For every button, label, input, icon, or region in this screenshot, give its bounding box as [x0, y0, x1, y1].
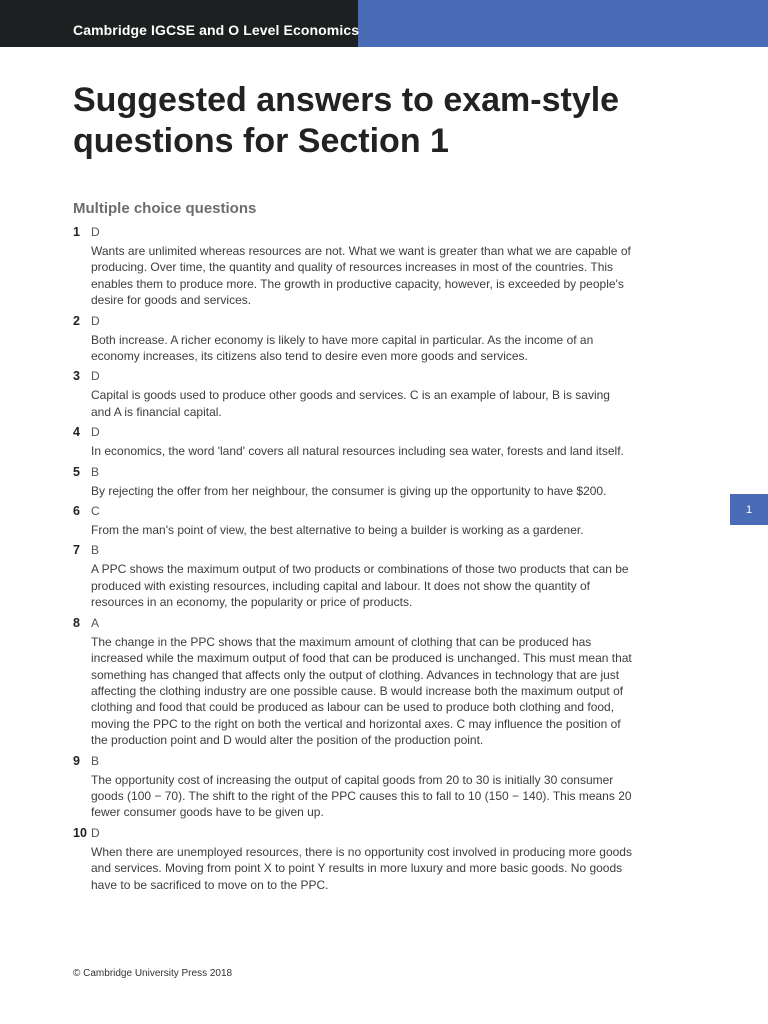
answer-letter: D: [91, 225, 100, 239]
question-number: 2: [73, 313, 80, 328]
question-number: 5: [73, 464, 80, 479]
question-number: 3: [73, 369, 80, 384]
answer-explanation: Both increase. A richer economy is likely to have more capital in particular. As the income of an economy increases, its citizens also tend to desire even more goods and services.: [91, 332, 594, 364]
answer-explanation: The change in the PPC shows that the maximum amount of clothing that can be produced has increased while the maximum output of food that can be produced is unchanged. This must mean that something has changed that affects only the output of clothing. Advances in technology that are just affecting the clothing industry are one possible cause. B would increase both the maximum output of clothing and food that could be produced as labour can be used to produce both clothing and food, moving the PPC to the right on both the vertical and horizontal axes. C may influence the position of the production point and D would alter the position of the production point.: [91, 634, 632, 748]
answer-letter: D: [91, 825, 100, 840]
copyright-footer: © Cambridge University Press 2018: [73, 968, 233, 979]
question-item: [73, 313, 633, 365]
answer-explanation: In economics, the word 'land' covers all natural resources including sea water, forests and land itself.: [91, 444, 624, 459]
answer-letter: D: [91, 369, 100, 384]
question-item: [73, 542, 633, 610]
header-accent-bar: [358, 0, 768, 47]
answer-letter: A: [91, 615, 100, 630]
answer-explanation: Capital is goods used to produce other goods and services. C is an example of labour, B is saving and A is financial capital.: [91, 388, 610, 419]
answer-explanation: Wants are unlimited whereas resources are not. What we want is greater than what we are capable of producing. Over time, the quantity and quality of resources increases in most of the countries. This enables them to produce more. The growth in productive capacity, however, is exceeded by people's desire for goods and services.: [91, 244, 631, 308]
answer-explanation: By rejecting the offer from her neighbour, the consumer is giving up the opportunity to have $200.: [91, 483, 607, 498]
question-item: [73, 615, 633, 749]
section-heading: Multiple choice questions: [73, 200, 257, 217]
question-item: [73, 224, 633, 309]
question-item: [73, 464, 633, 499]
question-number: 1: [73, 225, 80, 239]
question-number: 7: [73, 543, 80, 558]
question-list: [73, 224, 633, 897]
question-item: [73, 368, 633, 420]
page-title: Suggested answers to exam-style questions for Section 1: [73, 81, 620, 160]
question-item: [73, 825, 633, 893]
question-number: 6: [73, 504, 80, 519]
answer-letter: C: [91, 504, 100, 519]
question-number: 8: [73, 615, 80, 630]
answer-letter: B: [91, 753, 100, 768]
answer-letter: D: [91, 425, 100, 440]
book-title: Cambridge IGCSE and O Level Economics: [73, 22, 360, 38]
answer-letter: B: [91, 464, 100, 479]
answer-letter: D: [91, 313, 100, 328]
answer-explanation: The opportunity cost of increasing the output of capital goods from 20 to 30 is initially 30 consumer goods (100 − 70). The shift to the right of the PPC causes this to fall to 10 (150 − 140). This means 20 fewer consumer goods have to be given up.: [91, 772, 632, 820]
question-item: [73, 753, 633, 821]
question-item: [73, 503, 633, 538]
page-number-tab: 1: [730, 494, 768, 525]
answer-explanation: When there are unemployed resources, there is no opportunity cost involved in producing more goods and services. Moving from point X to point Y results in more luxury and more basic goods. No goods have to be sacrificed to move on to the PPC.: [91, 844, 632, 892]
question-number: 10: [73, 825, 87, 840]
answer-explanation: From the man's point of view, the best alternative to being a builder is working as a gardener.: [91, 523, 584, 538]
question-item: [73, 424, 633, 459]
question-number: 4: [73, 425, 80, 440]
question-number: 9: [73, 753, 80, 768]
answer-letter: B: [91, 543, 100, 558]
answer-explanation: A PPC shows the maximum output of two products or combinations of those two products that can be produced with existing resources, including capital and labour. It does not show the quantity of resources in an economy, the popularity or price of products.: [91, 562, 629, 610]
